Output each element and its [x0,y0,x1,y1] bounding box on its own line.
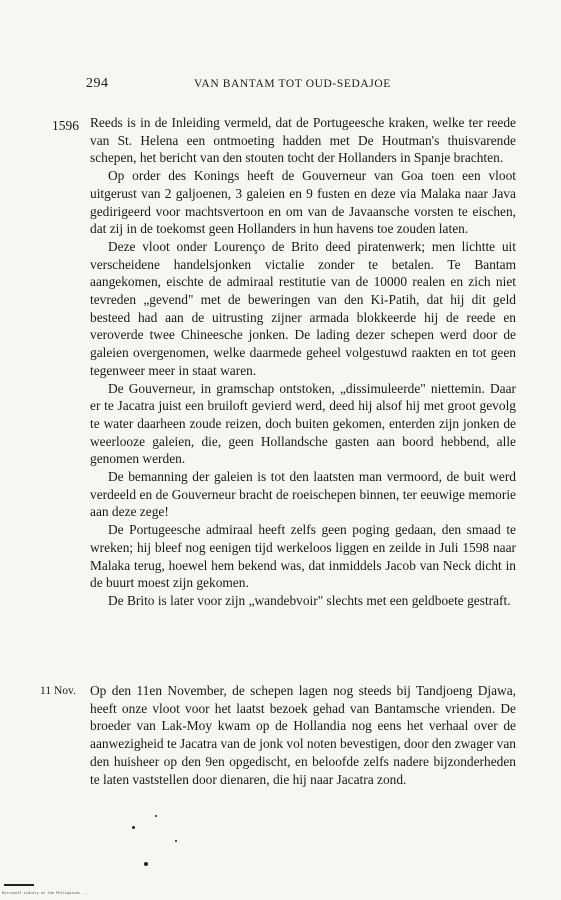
margin-note-date: 11 Nov. [40,685,76,697]
ink-speck [144,862,148,866]
paragraph: Op den 11en November, de schepen lagen nog steeds bij Tandjoeng Djawa, heeft onze vloot voor het laatst bezoek gehad van Bantamsche vrienden. De broeder van Lak-Moy kwam op de Hollandia nog eens het verhaal over de aanwezigheid te Jacatra van de jonk vol noten bevestigen, door den zwager van den huisheer op den 9en opgedischt, en beloofde zelfs nadere bijzonderheden te laten vaststellen door dienaren, die hij naar Jacatra zond. [90,683,516,787]
ink-speck [175,840,177,842]
page-header [86,76,486,96]
body-text-block-1 [90,114,516,610]
paragraph: Deze vloot onder Lourenço de Brito deed piratenwerk; men lichtte uit verscheidene handelsjonken victalie zonder te betalen. Te Bantam aangekomen, eischte de admiraal restitutie van de 10000 realen en zich niet tevreden „gevend" met de beweringen van den Ki-Patih, dat hij dit geld besteed had aan de uitrusting zijner armada blokkeerde hij de reede en veroverde twee Chineesche jonken. De lading dezer schepen werd door de galeien overgenomen, welke daarmede geheel volgestuwd raakten en tot geen tegenweer meer in staat waren. [90,238,516,378]
page-number: 294 [86,76,109,91]
paragraph: De Portugeesche admiraal heeft zelfs geen poging gedaan, den smaad te wreken; hij bleef nog eenigen tijd werkeloos liggen en zeilde in Juli 1598 naar Malaka terug, hoewel hem bekend was, dat inmiddels Jacob van Neck dicht in de buurt moest zijn gekomen. [90,522,516,591]
paragraph: De Gouverneur, in gramschap ontstoken, „dissimuleerde" niettemin. Daar er te Jacatra juist een bruiloft gevierd werd, deed hij alsof hij met groot gevolg te water daarheen zoude reizen, doch buiten gekomen, enterden zijn jonken de weerlooze galeien, die, geen Hollandsche gasten aan boord hebbend, alle genomen werden. [90,380,516,467]
paragraph: De Brito is later voor zijn „wandebvoir" slechts met een geldboete gestraft. [108,592,511,608]
paragraph: De bemanning der galeien is tot den laatsten man vermoord, de buit werd verdeeld en de Gouverneur bracht de roeischepen binnen, ter eeuwige memorie aan deze zege! [90,469,516,520]
paragraph: Reeds is in de Inleiding vermeld, dat de Portugeesche kraken, welke ter reede van St. Helena een ontmoeting hadden met De Houtman's thuisvarende schepen, het bericht van den stouten tocht der Hollanders in Spanje brachten. [90,115,516,166]
margin-note-year: 1596 [52,118,79,133]
paragraph: Op order des Konings heeft de Gouverneur van Goa toen een vloot uitgerust van 2 galjoenen, 3 galeien en 9 fusten en deze via Malaka naar Java gedirigeerd voor machtsvertoon en om van de Javaansche vorsten te eischen, dat zij in de toekomst geen Hollanders in hun havens toe zouden laten. [90,168,516,237]
ink-speck [132,826,135,829]
scan-footer-tag: Microsoft Library at the Philippines ... [2,891,89,895]
running-title: VAN BANTAM TOT OUD-SEDAJOE [194,78,391,90]
scan-edge-mark [4,884,34,886]
body-text-block-2 [90,682,516,788]
ink-speck [155,815,157,817]
